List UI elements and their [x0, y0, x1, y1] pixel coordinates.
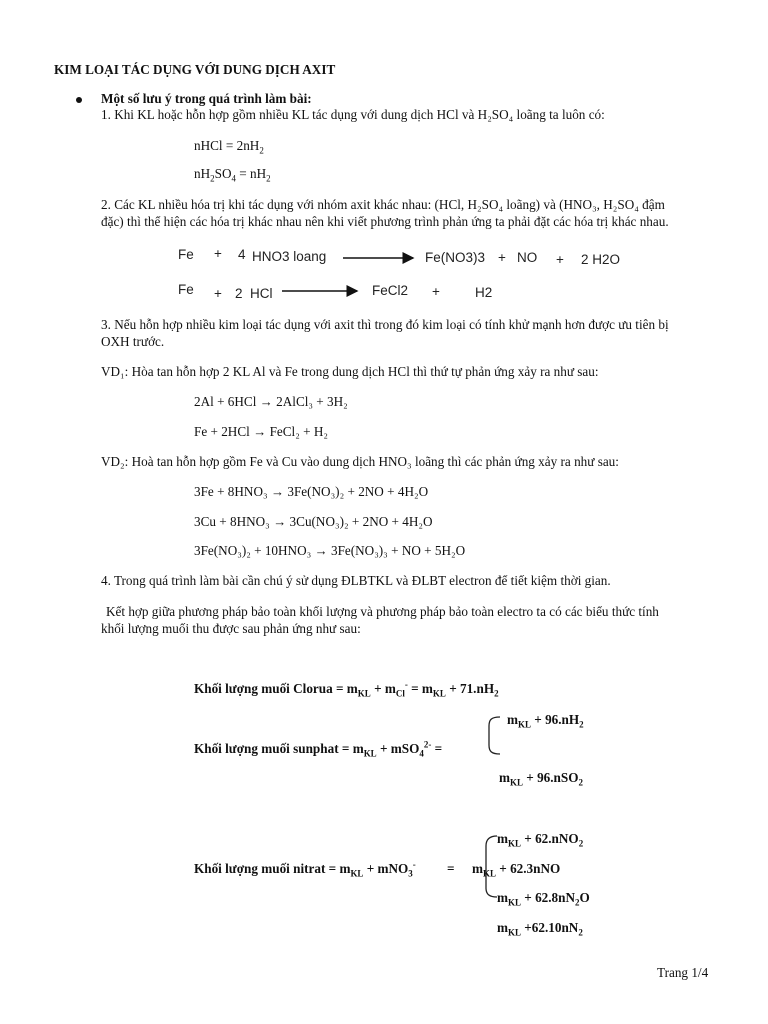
product-water: 2 H2O	[581, 252, 621, 267]
bullet-heading: Một số lưu ý trong quá trình làm bài:	[101, 91, 312, 106]
superscript: -	[412, 859, 416, 870]
superscript: 2-	[423, 739, 432, 750]
note-3-line-1: 3. Nếu hỗn hợp nhiều kim loại tác dụng với axit thì trong đó kim loại có tính khử mạnh hơn được ưu tiên bị	[101, 317, 669, 332]
subscript: KL	[510, 777, 523, 788]
formula-sunphat	[194, 740, 442, 757]
nitrat-option-1	[497, 830, 583, 847]
plus-sign: +	[556, 252, 564, 267]
formula-text: + 62.nNO	[520, 831, 579, 846]
example-1-equation: Fe + 2HCl → FeCl₂ + H₂	[194, 424, 328, 439]
note-3-line-2: OXH trước.	[101, 334, 165, 349]
subscript: 3	[408, 868, 413, 879]
note-4: 4. Trong quá trình làm bài cần chú ý sử dụng ĐLBTKL và ĐLBT electron để tiết kiệm thời gian.	[101, 573, 611, 588]
subscript: KL	[357, 688, 371, 699]
formula-text: m	[472, 861, 483, 876]
subscript: 2	[578, 838, 584, 849]
formula-text: Khối lượng muối sunphat = m	[194, 741, 364, 756]
note-5-line-2: khối lượng muối thu được sau phản ứng như sau:	[101, 621, 361, 636]
note-2-line-2: đặc) thì thể hiện các hóa trị khác nhau nên khi viết phương trình phản ứng ta phải đặt các hóa trị khác nhau.	[101, 214, 669, 229]
page-number: Trang 1/4	[657, 965, 709, 980]
formula-text: +62.10nN	[520, 920, 579, 935]
eq-subscript: 4	[231, 173, 236, 184]
subscript: KL	[350, 868, 364, 879]
sunphat-option-1	[507, 711, 584, 728]
formula-text: + 96.nSO	[522, 770, 579, 785]
eq-subscript: 2	[210, 173, 215, 184]
subscript: KL	[432, 688, 446, 699]
reactant-acid: HNO3 loang	[252, 249, 327, 264]
sunphat-option-2	[499, 769, 583, 786]
example-2-equation: 3Fe + 8HNO₃ → 3Fe(NO₃)₂ + 2NO + 4H₂O	[194, 484, 429, 499]
formula-text: + 71.nH	[445, 681, 495, 696]
subscript: Cl	[395, 688, 405, 699]
plus-sign: +	[432, 284, 440, 299]
example-1-equation: 2Al + 6HCl → 2AlCl₃ + 3H₂	[194, 394, 348, 409]
formula-text: m	[497, 890, 508, 905]
eq-text: nHCl = 2nH	[194, 138, 260, 153]
page-title: KIM LOẠI TÁC DỤNG VỚI DUNG DỊCH AXIT	[54, 62, 336, 77]
subscript: 2	[575, 897, 580, 908]
example-1-label: VD₁: Hòa tan hỗn hợp 2 KL Al và Fe trong dung dịch HCl thì thứ tự phản ứng xảy ra như sau:	[101, 364, 599, 379]
product-salt: FeCl2	[372, 283, 409, 298]
formula-text: Khối lượng muối nitrat = m	[194, 861, 351, 876]
formula-text: = m	[407, 681, 433, 696]
subscript: 2	[579, 719, 584, 730]
brace-icon	[489, 717, 500, 754]
product-gas: NO	[517, 250, 538, 265]
reactant-fe: Fe	[178, 247, 194, 262]
formula-text: + m	[370, 681, 396, 696]
formula-text: m	[499, 770, 510, 785]
formula-text: m	[497, 920, 508, 935]
subscript: 4	[419, 748, 424, 759]
subscript: KL	[483, 868, 496, 879]
eq-text: = nH	[235, 166, 267, 181]
note-5-line-1: Kết hợp giữa phương pháp bảo toàn khối lượng và phương pháp bảo toàn electro ta có các biểu thức tính	[106, 604, 659, 619]
product-gas: H2	[475, 285, 493, 300]
subscript: KL	[363, 748, 377, 759]
formula-text: O	[579, 890, 590, 905]
eq-subscript: 2	[259, 145, 264, 156]
coefficient: 2	[235, 286, 243, 301]
reactant-fe: Fe	[178, 282, 194, 297]
subscript: 2	[578, 777, 583, 788]
formula-text: + mSO	[376, 741, 420, 756]
nitrat-option-2	[472, 860, 560, 877]
subscript: 2	[494, 688, 499, 699]
note-2-line-1: 2. Các KL nhiều hóa trị khi tác dụng với nhóm axit khác nhau: (HCl, H₂SO₄ loãng) và (HNO₃, H₂SO₄ đậm	[101, 197, 665, 212]
formula-text: + 62.3nNO	[495, 861, 561, 876]
nitrat-option-4	[497, 919, 583, 936]
subscript: KL	[508, 838, 521, 849]
eq-text: nH	[194, 166, 211, 181]
superscript: -	[404, 679, 408, 690]
nitrat-equals: =	[447, 861, 455, 876]
example-2-label: VD₂: Hoà tan hỗn hợp gồm Fe và Cu vào dung dịch HNO₃ loãng thì các phản ứng xảy ra như sau:	[101, 454, 619, 469]
formula-text: + 96.nH	[530, 712, 580, 727]
plus-sign: +	[214, 246, 222, 261]
eq-text: SO	[214, 166, 232, 181]
coefficient: 4	[238, 247, 246, 262]
formula-text: m	[497, 831, 508, 846]
formula-nitrat	[194, 860, 416, 877]
formula-text: =	[431, 741, 443, 756]
formula-text: + mNO	[363, 861, 409, 876]
subscript: KL	[508, 897, 521, 908]
plus-sign: +	[498, 250, 506, 265]
subscript: 2	[578, 927, 583, 938]
formula-text: m	[507, 712, 518, 727]
note-1: 1. Khi KL hoặc hỗn hợp gồm nhiều KL tác dụng với dung dịch HCl và H₂SO₄ loãng ta luôn có:	[101, 107, 605, 122]
product-salt: Fe(NO3)3	[425, 250, 486, 265]
reactant-acid: HCl	[250, 286, 273, 301]
eq-subscript: 2	[266, 173, 271, 184]
nitrat-option-3	[497, 889, 590, 906]
formula-text: + 62.8nN	[520, 890, 576, 905]
example-2-equation: 3Cu + 8HNO₃ → 3Cu(NO₃)₂ + 2NO + 4H₂O	[194, 514, 433, 529]
plus-sign: +	[214, 286, 222, 301]
formula-text: Khối lượng muối Clorua = m	[194, 681, 358, 696]
example-2-equation: 3Fe(NO₃)₂ + 10HNO₃ → 3Fe(NO₃)₃ + NO + 5H₂O	[194, 543, 466, 558]
subscript: KL	[518, 719, 531, 730]
formula-clorua	[194, 680, 499, 697]
subscript: KL	[508, 927, 521, 938]
